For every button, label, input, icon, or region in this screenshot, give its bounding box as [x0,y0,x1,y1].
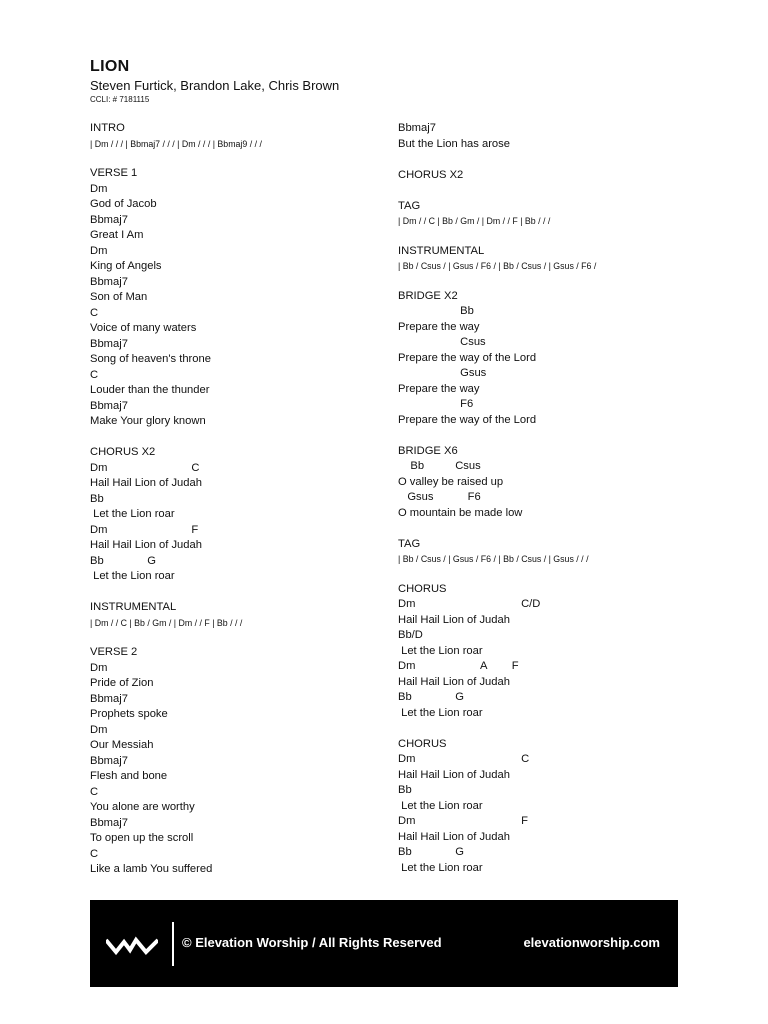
song-section [398,168,698,184]
section-heading: VERSE 1 [90,167,138,179]
lyric-line: Voice of many waters [90,322,197,334]
footer-divider [172,922,174,966]
lyric-line: Flesh and bone [90,770,168,782]
section-heading: VERSE 2 [90,646,138,658]
lyric-line: Louder than the thunder [90,384,210,396]
song-authors: Steven Furtick, Brandon Lake, Chris Brown [90,78,340,93]
lyric-line: You alone are worthy [90,801,195,813]
lyric-line: Dm [90,723,108,736]
section-heading: TAG [398,537,421,550]
lyric-line: Hail Hail Lion of Judah [90,539,202,551]
elevation-logo-icon [106,934,158,956]
lyric-line: Dm [90,244,108,257]
lyric-line: C [90,785,99,798]
lyric-line: Dm A F [398,660,519,672]
chord-progression: | Dm / / C | Bb / Gm / | Dm / / F | Bb / / / [398,216,551,226]
ccli-number: CCLI: # 7181115 [90,95,150,104]
lyric-line: Great I Am [90,229,144,241]
section-heading: INTRO [90,122,125,134]
chord-progression: | Bb / Csus / | Gsus / F6 / | Bb / Csus / | Gsus / F6 / [398,261,597,271]
lyric-line: But the Lion has arose [398,137,510,150]
lyric-line: O mountain be made low [398,506,523,519]
song-section [398,737,698,877]
song-section [90,645,380,878]
lyric-line: Dm C [90,461,200,474]
lyric-line: Bbmaj7 [90,275,128,288]
lyric-line: Bbmaj7 [90,213,128,226]
song-title: LION [90,58,130,75]
copyright-text: © Elevation Worship / All Rights Reserved [182,935,442,950]
lyric-line: Like a lamb You suffered [90,863,213,875]
lyric-line: Let the Lion roar [398,799,483,812]
lyric-line: Bb G [398,846,464,858]
lyric-line: Let the Lion roar [90,570,175,582]
lyric-line: C [90,306,99,319]
lyric-line: F6 [398,398,474,410]
website-link[interactable]: elevationworship.com [523,935,660,950]
lyric-line: Csus [398,336,486,348]
left-column [90,121,380,893]
chord-progression: | Bb / Csus / | Gsus / F6 / | Bb / Csus / | Gsus / / / [398,554,589,564]
lyric-line: Dm C [398,753,530,765]
song-section [398,537,698,567]
lyric-line: Hail Hail Lion of Judah [398,613,510,626]
right-column [398,121,698,892]
lyric-line: Prophets spoke [90,708,168,720]
lyric-line: Bbmaj7 [90,337,128,350]
chord-progression: | Dm / / C | Bb / Gm / | Dm / / F | Bb / / / [90,617,243,628]
lyric-line: Let the Lion roar [90,508,175,520]
lyric-line: Bbmaj7 [90,692,128,705]
section-heading: CHORUS [398,737,447,750]
lyric-line: Our Messiah [90,739,154,751]
lyric-line: Bbmaj7 [398,122,436,134]
lyric-line: Prepare the way of the Lord [398,413,537,426]
lyric-line: Prepare the way [398,382,480,395]
section-heading: CHORUS X2 [398,168,464,181]
lyric-line: Hail Hail Lion of Judah [90,477,202,489]
lyric-line: Dm [90,661,108,674]
lyric-line: Dm [90,182,108,195]
section-heading: BRIDGE X6 [398,444,458,457]
footer-bar [90,900,678,987]
lyric-line: Bbmaj7 [90,399,128,412]
section-heading: BRIDGE X2 [398,289,458,302]
lyric-line: C [90,847,99,860]
lyric-line: God of Jacob [90,198,157,210]
chord-progression: | Dm / / / | Bbmaj7 / / / | Dm / / / | Bbmaj9 / / / [90,138,262,149]
lyric-line: Let the Lion roar [398,706,483,719]
lyric-line: Bb [398,305,474,317]
song-section [398,121,698,152]
song-section [398,199,698,229]
song-section [398,289,698,429]
lyric-line: Bb Csus [398,460,481,472]
lyric-line: Bb [90,492,104,505]
lyric-line: Dm C/D [398,598,541,610]
lyric-line: Bbmaj7 [90,754,128,767]
lyric-line: Gsus F6 [398,491,481,503]
lyric-line: Pride of Zion [90,677,154,689]
lyric-line: To open up the scroll [90,832,194,844]
song-section [90,445,380,585]
lyric-line: Song of heaven's throne [90,353,211,365]
lyric-line: Bb G [398,691,464,703]
lyric-line: C [90,368,99,381]
lyric-line: Bb/D [398,629,423,641]
lyric-line: Let the Lion roar [398,644,483,657]
lyric-line: O valley be raised up [398,475,504,488]
lyric-line: King of Angels [90,260,162,272]
lyric-line: Hail Hail Lion of Judah [398,675,510,688]
song-section [90,600,380,630]
song-section [398,444,698,522]
lyric-line: Prepare the way [398,320,480,333]
song-section [90,166,380,430]
section-heading: INSTRUMENTAL [90,601,177,613]
lyric-line: Let the Lion roar [398,861,483,874]
lyric-line: Dm F [398,815,528,827]
lyric-line: Gsus [398,367,487,379]
section-heading: TAG [398,199,421,212]
lyric-line: Bbmaj7 [90,816,128,829]
section-heading: CHORUS X2 [90,446,156,458]
song-section [398,582,698,722]
section-heading: CHORUS [398,582,447,595]
lyric-line: Bb [398,784,412,796]
lyric-line: Make Your glory known [90,415,206,427]
lyric-line: Son of Man [90,291,148,303]
section-heading: INSTRUMENTAL [398,244,485,257]
song-section [90,121,380,151]
lyric-line: Dm F [90,523,199,536]
lyric-line: Bb G [90,554,156,567]
lyric-line: Hail Hail Lion of Judah [398,768,510,781]
lyric-line: Hail Hail Lion of Judah [398,830,510,843]
lyric-line: Prepare the way of the Lord [398,351,537,364]
song-section [398,244,698,274]
